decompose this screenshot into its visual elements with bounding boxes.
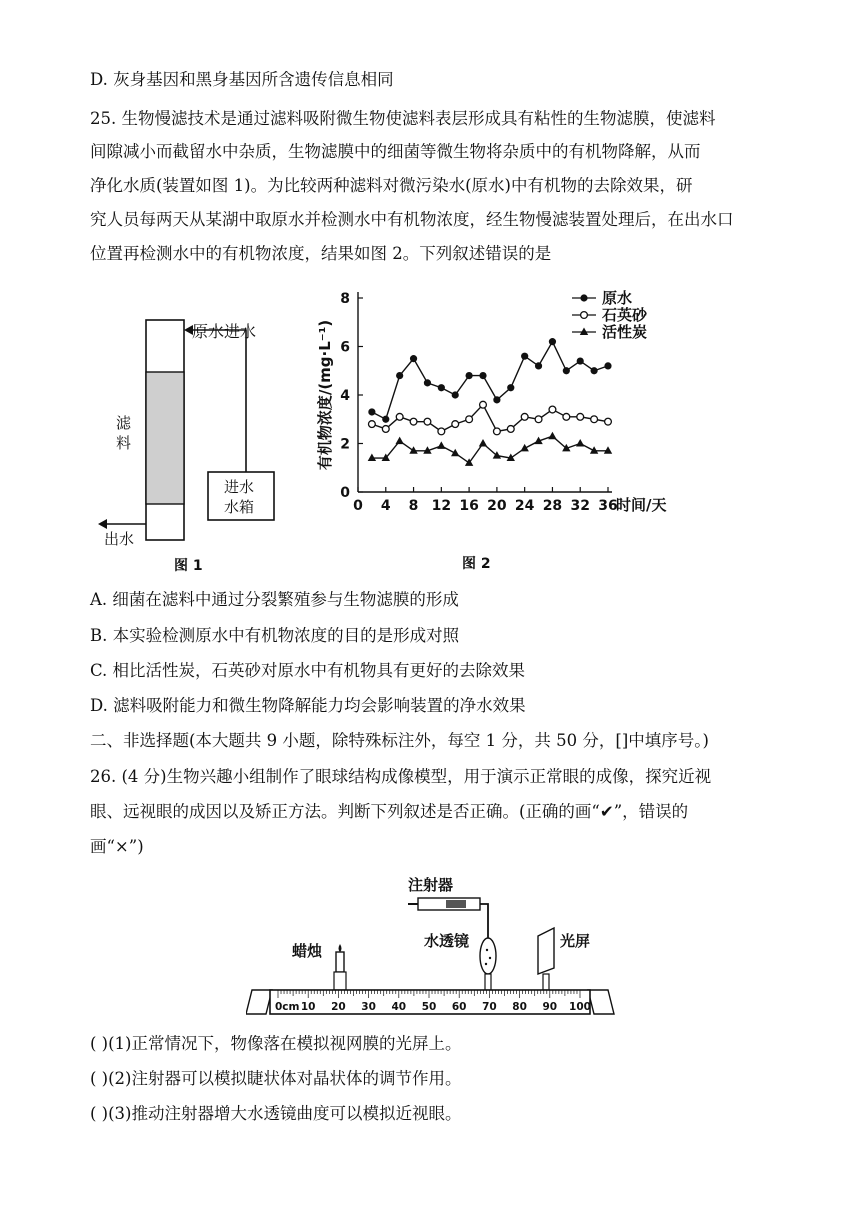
x-tick-label-8: 32	[570, 498, 590, 514]
ruler-tick-label-0: 0cm	[275, 1001, 300, 1013]
y-tick-label-0: 0	[340, 485, 350, 501]
syringe-liquid	[446, 900, 466, 908]
candle-label: 蜡烛	[292, 942, 323, 960]
series-1-point-2	[396, 413, 403, 420]
option-c: C. 相比活性炭，石英砂对原水中有机物具有更好的去除效果	[90, 661, 526, 680]
x-axis-label: 时间/天	[616, 496, 667, 514]
filter-label-2: 料	[116, 434, 132, 452]
series-0-point-4	[424, 379, 431, 386]
series-0-point-7	[466, 372, 473, 379]
series-0-point-5	[438, 384, 445, 391]
series-2-point-15	[576, 439, 584, 447]
series-1-point-10	[507, 426, 514, 433]
series-2-point-17	[604, 446, 612, 454]
series-0-point-0	[368, 408, 375, 415]
y-tick-label-4: 8	[340, 291, 350, 307]
bench-leg-left	[246, 990, 272, 1014]
ruler-tick-label-5: 50	[421, 1001, 437, 1013]
y-tick-label-1: 2	[340, 436, 350, 453]
series-2-point-2	[395, 437, 403, 445]
ruler-tick-label-2: 20	[331, 1001, 346, 1013]
series-1-point-3	[410, 418, 417, 425]
y-tick-label-2: 4	[340, 388, 350, 404]
ruler-tick-label-7: 70	[482, 1001, 497, 1013]
x-tick-label-2: 8	[408, 498, 419, 514]
series-1-point-15	[577, 413, 584, 420]
question-25-line-1: 25. 生物慢滤技术是通过滤料吸附微生物使滤料表层形成具有粘性的生物滤膜，使滤料	[90, 109, 716, 128]
series-0-point-2	[396, 372, 403, 379]
series-0-point-8	[479, 372, 486, 379]
series-1-point-17	[605, 418, 612, 425]
legend-marker-2	[580, 328, 588, 336]
tank-label-1: 进水	[224, 478, 255, 496]
x-tick-label-3: 12	[431, 498, 452, 514]
figure-2-chart	[310, 284, 710, 580]
option-b: B. 本实验检测原水中有机物浓度的目的是形成对照	[90, 626, 460, 645]
outlet-arrow-icon	[98, 519, 107, 529]
series-0-point-6	[452, 391, 459, 398]
series-0-point-15	[577, 357, 584, 364]
series-2-point-3	[409, 446, 417, 454]
ruler-tick-label-1: 10	[300, 1001, 316, 1013]
x-tick-label-6: 24	[514, 498, 535, 514]
series-0-point-13	[549, 338, 556, 345]
figure-2-caption: 图 2	[462, 556, 491, 572]
question-25-line-5: 位置再检测水中的有机物浓度，结果如图 2。下列叙述错误的是	[90, 244, 552, 263]
x-tick-label-9: 36	[598, 498, 618, 514]
inlet-label: 原水进水	[192, 322, 257, 341]
ruler-tick-label-10: 100	[569, 1001, 591, 1013]
question-26-line-2: 眼、远视眼的成因以及矫正方法。判断下列叙述是否正确。(正确的画“✔”，错误的	[90, 802, 689, 821]
bench-leg-right	[588, 990, 614, 1014]
inlet-pipe	[186, 330, 246, 472]
series-0-point-10	[507, 384, 514, 391]
series-2-point-0	[368, 454, 376, 462]
x-tick-label-5: 20	[487, 498, 507, 514]
series-1-point-4	[424, 418, 431, 425]
series-line-2	[372, 436, 608, 463]
ruler-tick-label-9: 90	[542, 1001, 558, 1013]
series-2-point-5	[437, 441, 445, 449]
question-26-line-3: 画“×”)	[90, 837, 144, 856]
x-tick-label-4: 16	[459, 498, 479, 514]
syringe-tube	[480, 904, 488, 942]
ruler-tick-label-8: 80	[512, 1001, 527, 1013]
series-1-point-16	[591, 416, 598, 423]
series-1-point-0	[368, 421, 375, 428]
series-1-point-12	[535, 416, 542, 423]
filter-label-1: 滤	[116, 414, 132, 432]
filter-media	[146, 372, 184, 504]
series-0-point-12	[535, 362, 542, 369]
series-1-point-7	[466, 416, 473, 423]
series-0-point-11	[521, 353, 528, 360]
question-25-line-4: 究人员每两天从某湖中取原水并检测水中有机物浓度，经生物慢滤装置处理后，在出水口	[90, 210, 734, 229]
ruler-tick-label-6: 60	[451, 1001, 467, 1013]
y-tick-label-3: 6	[340, 339, 350, 356]
legend-marker-0	[580, 294, 587, 301]
legend-marker-1	[581, 312, 588, 319]
series-1-point-5	[438, 428, 445, 435]
series-1-point-11	[521, 413, 528, 420]
series-0-point-1	[382, 416, 389, 423]
series-line-0	[372, 342, 608, 420]
series-1-point-8	[480, 401, 487, 408]
judgement-1: ( )(1)正常情况下，物像落在模拟视网膜的光屏上。	[90, 1034, 462, 1053]
series-1-point-1	[382, 426, 389, 433]
series-0-point-16	[591, 367, 598, 374]
series-2-point-13	[548, 432, 556, 440]
series-0-point-9	[493, 396, 500, 403]
ruler-tick-label-3: 30	[361, 1001, 376, 1013]
outlet-label: 出水	[104, 530, 135, 548]
candle-icon	[336, 952, 344, 972]
series-0-point-14	[563, 367, 570, 374]
x-tick-label-0: 0	[353, 498, 363, 514]
judgement-2: ( )(2)注射器可以模拟睫状体对晶状体的调节作用。	[90, 1069, 462, 1088]
figure-eye-model	[246, 864, 626, 1022]
series-0-point-3	[410, 355, 417, 362]
screen-label: 光屏	[560, 932, 591, 950]
option-a: A. 细菌在滤料中通过分裂繁殖参与生物滤膜的形成	[90, 590, 459, 609]
syringe-label: 注射器	[408, 876, 454, 894]
ruler-tick-label-4: 40	[391, 1001, 407, 1013]
series-1-point-6	[452, 421, 459, 428]
section-2-heading: 二、非选择题(本大题共 9 小题，除特殊标注外，每空 1 分，共 50 分，[]中填序号。)	[90, 731, 709, 750]
judgement-3: ( )(3)推动注射器增大水透镜曲度可以模拟近视眼。	[90, 1104, 462, 1123]
legend-label-0: 原水	[602, 289, 633, 307]
y-axis-label: 有机物浓度/(mg·L⁻¹)	[316, 319, 334, 471]
series-1-point-13	[549, 406, 556, 413]
x-tick-label-1: 4	[380, 498, 391, 514]
figure-1-caption: 图 1	[174, 558, 203, 574]
option-d-prev: D. 灰身基因和黑身基因所含遗传信息相同	[90, 70, 394, 89]
series-1-point-14	[563, 413, 570, 420]
series-1-point-9	[493, 428, 500, 435]
figure-1-apparatus	[96, 300, 316, 580]
question-25-line-3: 净化水质(装置如图 1)。为比较两种滤料对微污染水(原水)中有机物的去除效果，研	[90, 176, 693, 195]
light-screen	[538, 928, 554, 974]
tank-label-2: 水箱	[224, 498, 255, 516]
water-lens	[480, 938, 496, 974]
series-line-1	[372, 405, 608, 432]
legend-label-2: 活性炭	[602, 323, 648, 341]
option-d: D. 滤料吸附能力和微生物降解能力均会影响装置的净水效果	[90, 696, 526, 715]
series-2-point-8	[479, 439, 487, 447]
question-26-line-1: 26. (4 分)生物兴趣小组制作了眼球结构成像模型，用于演示正常眼的成像，探究近视	[90, 767, 712, 786]
series-0-point-17	[604, 362, 611, 369]
legend-label-1: 石英砂	[602, 306, 648, 324]
x-tick-label-7: 28	[542, 498, 563, 514]
lens-label: 水透镜	[424, 932, 470, 950]
question-25-line-2: 间隙减小而截留水中杂质，生物滤膜中的细菌等微生物将杂质中的有机物降解，从而	[90, 142, 701, 161]
